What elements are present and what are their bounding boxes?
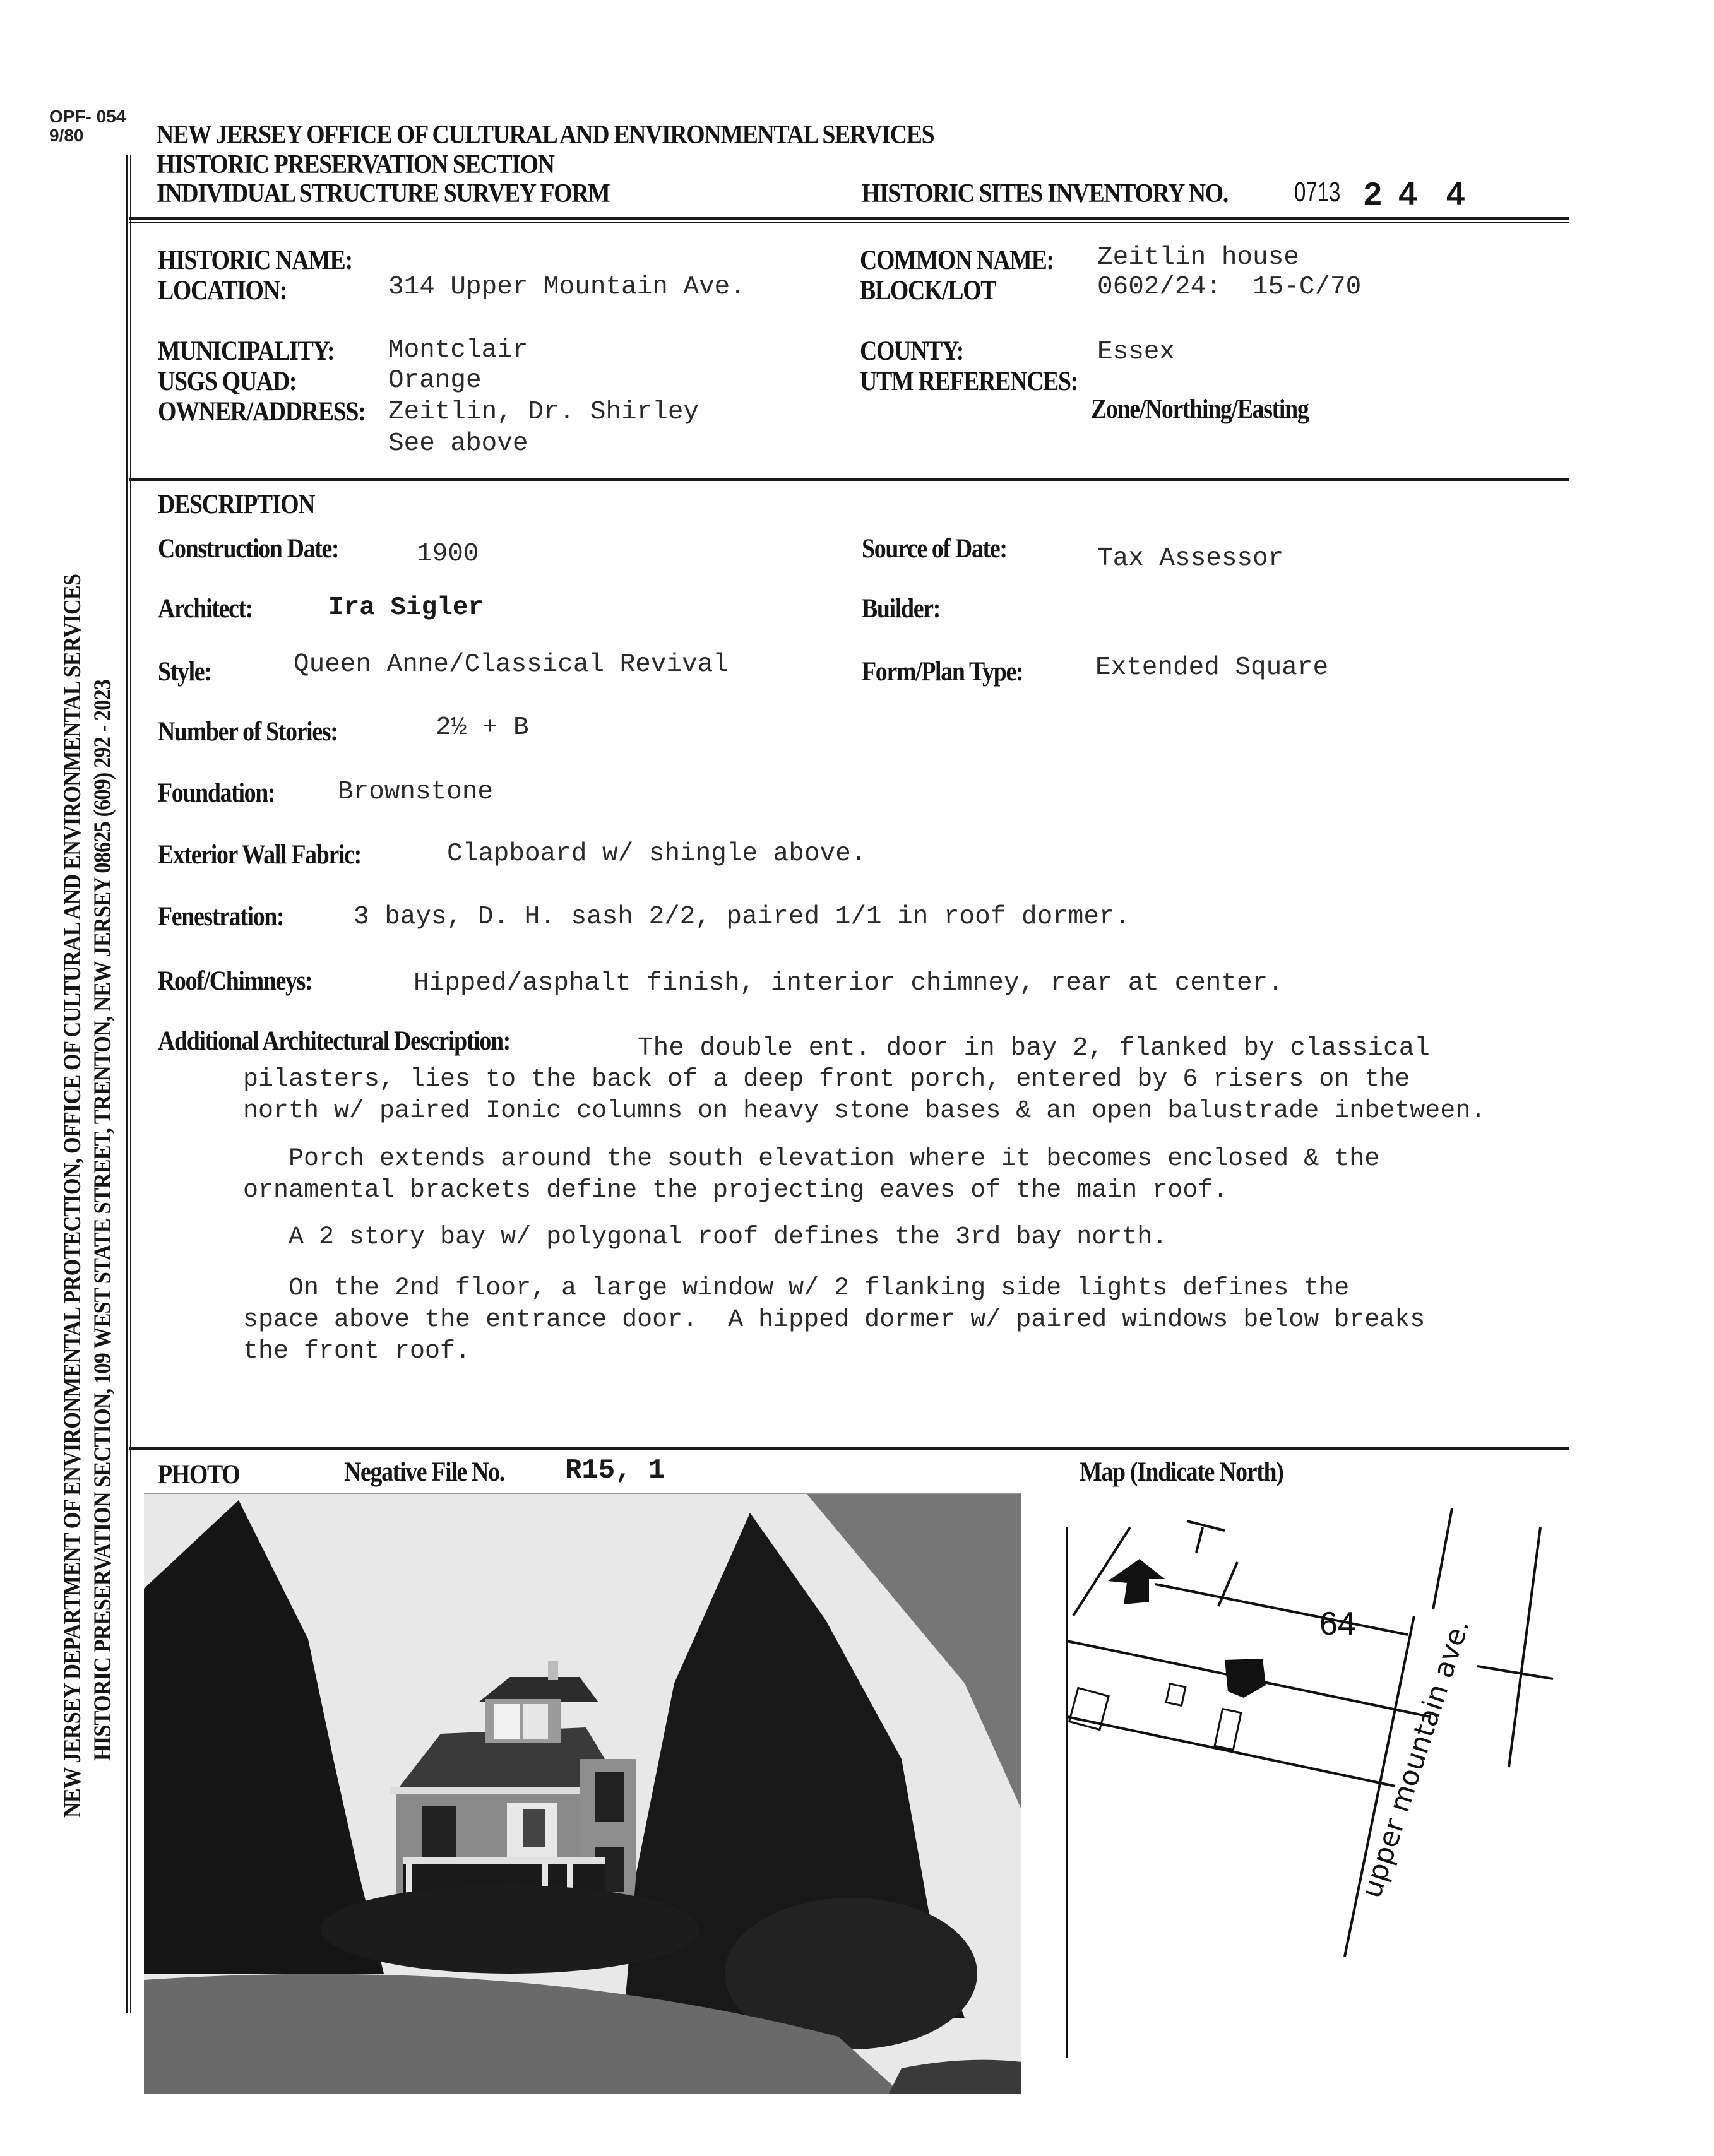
left-border-rule	[126, 155, 128, 2013]
stories-label: Number of Stories:	[158, 717, 338, 747]
architect-label: Architect:	[158, 594, 253, 624]
negative-file-number: R15, 1	[565, 1455, 665, 1486]
north-arrow-icon	[1108, 1559, 1165, 1604]
additional-description-p3: A 2 story bay w/ polygonal roof defines the 3rd bay north.	[243, 1223, 1168, 1252]
header-rule	[129, 217, 1569, 220]
sidebar-address-text: HISTORIC PRESERVATION SECTION, 109 WEST STATE STREET, TRENTON, NEW JERSEY 08625 (609) 292 - 2023	[89, 679, 116, 1761]
additional-description-line1: The double ent. door in bay 2, flanked by classical	[638, 1034, 1430, 1063]
common-name-value: Zeitlin house	[1097, 243, 1299, 272]
form-plan-label: Form/Plan Type:	[862, 657, 1023, 687]
foundation-label: Foundation:	[158, 778, 275, 808]
owner-label: OWNER/ADDRESS:	[158, 397, 366, 427]
utm-label: UTM REFERENCES:	[860, 367, 1078, 396]
additional-description-p1: pilasters, lies to the back of a deep front porch, entered by 6 risers on the north w/ paired Ionic columns on heavy stone bases & an open balustrade inbetween.	[243, 1065, 1486, 1125]
header-rule-inner	[129, 222, 1569, 223]
description-heading: DESCRIPTION	[158, 490, 315, 519]
header-agency: NEW JERSEY OFFICE OF CULTURAL AND ENVIRONMENTAL SERVICES	[157, 121, 934, 150]
municipality-label: MUNICIPALITY:	[158, 336, 335, 366]
historic-name-label: HISTORIC NAME:	[158, 246, 352, 275]
header-section: HISTORIC PRESERVATION SECTION	[157, 150, 554, 179]
form-plan-value: Extended Square	[1095, 653, 1329, 682]
identification-rule	[129, 478, 1569, 481]
foundation-value: Brownstone	[338, 778, 494, 807]
county-label: COUNTY:	[860, 336, 963, 366]
style-value: Queen Anne/Classical Revival	[294, 650, 729, 679]
fenestration-value: 3 bays, D. H. sash 2/2, paired 1/1 in roof dormer.	[354, 903, 1131, 932]
roof-chimneys-value: Hipped/asphalt finish, interior chimney, rear at center.	[414, 969, 1283, 998]
county-value: Essex	[1097, 338, 1175, 367]
additional-description-p4: On the 2nd floor, a large window w/ 2 flanking side lights defines the space above the entrance door. A hipped dormer w/ paired windows below breaks the front roof.	[243, 1274, 1425, 1366]
roof-chimneys-label: Roof/Chimneys:	[158, 966, 312, 996]
usgs-quad-label: USGS QUAD:	[158, 367, 297, 396]
additional-description-label: Additional Architectural Description:	[158, 1026, 510, 1056]
block-lot-label: BLOCK/LOT	[860, 276, 996, 305]
municipality-value: Montclair	[388, 336, 528, 365]
photo-section-rule	[129, 1447, 1569, 1450]
construction-date-label: Construction Date:	[158, 534, 339, 564]
builder-label: Builder:	[862, 594, 940, 624]
utm-sublabel: Zone/Northing/Easting	[1091, 394, 1309, 424]
additional-description-p2: Porch extends around the south elevation where it becomes enclosed & the ornamental brackets define the projecting eaves of the main roof.	[243, 1145, 1380, 1205]
negative-file-label: Negative File No.	[344, 1457, 504, 1487]
construction-date-value: 1900	[417, 540, 479, 569]
map-label: Map (Indicate North)	[1080, 1457, 1283, 1487]
sidebar-agency-text: NEW JERSEY DEPARTMENT OF ENVIRONMENTAL PROTECTION, OFFICE OF CULTURAL AND ENVIRONMENTAL SERVICES	[59, 574, 86, 1818]
usgs-quad-value: Orange	[388, 366, 482, 395]
photo-label: PHOTO	[158, 1460, 240, 1490]
source-of-date-label: Source of Date:	[862, 534, 1007, 564]
header-form-title: INDIVIDUAL STRUCTURE SURVEY FORM	[157, 179, 610, 208]
common-name-label: COMMON NAME:	[860, 246, 1054, 275]
source-of-date-value: Tax Assessor	[1097, 544, 1284, 573]
building-photo	[144, 1493, 1021, 2094]
location-label: LOCATION:	[158, 276, 287, 305]
inventory-suffix: 2 4 4	[1364, 176, 1469, 213]
inventory-label: HISTORIC SITES INVENTORY NO.	[862, 179, 1228, 208]
site-map	[1061, 1502, 1559, 2070]
location-value: 314 Upper Mountain Ave.	[388, 273, 746, 302]
inventory-prefix: 0713	[1294, 177, 1341, 208]
form-number: OPF- 054 9/80	[49, 107, 126, 145]
stories-value: 2½ + B	[436, 713, 529, 742]
wall-fabric-label: Exterior Wall Fabric:	[158, 840, 361, 870]
owner-value: Zeitlin, Dr. Shirley	[388, 398, 699, 427]
left-border-rule-inner	[130, 155, 131, 2013]
street-name: upper mountain ave.	[1355, 1615, 1476, 1902]
owner-address-value: See above	[388, 429, 528, 458]
wall-fabric-value: Clapboard w/ shingle above.	[447, 839, 867, 868]
lot-number: 64	[1319, 1606, 1356, 1642]
architect-value: Ira Sigler	[328, 593, 484, 622]
fenestration-label: Fenestration:	[158, 902, 284, 932]
block-lot-value: 0602/24: 15-C/70	[1097, 273, 1362, 302]
style-label: Style:	[158, 657, 211, 687]
subject-building-footprint	[1225, 1659, 1266, 1698]
